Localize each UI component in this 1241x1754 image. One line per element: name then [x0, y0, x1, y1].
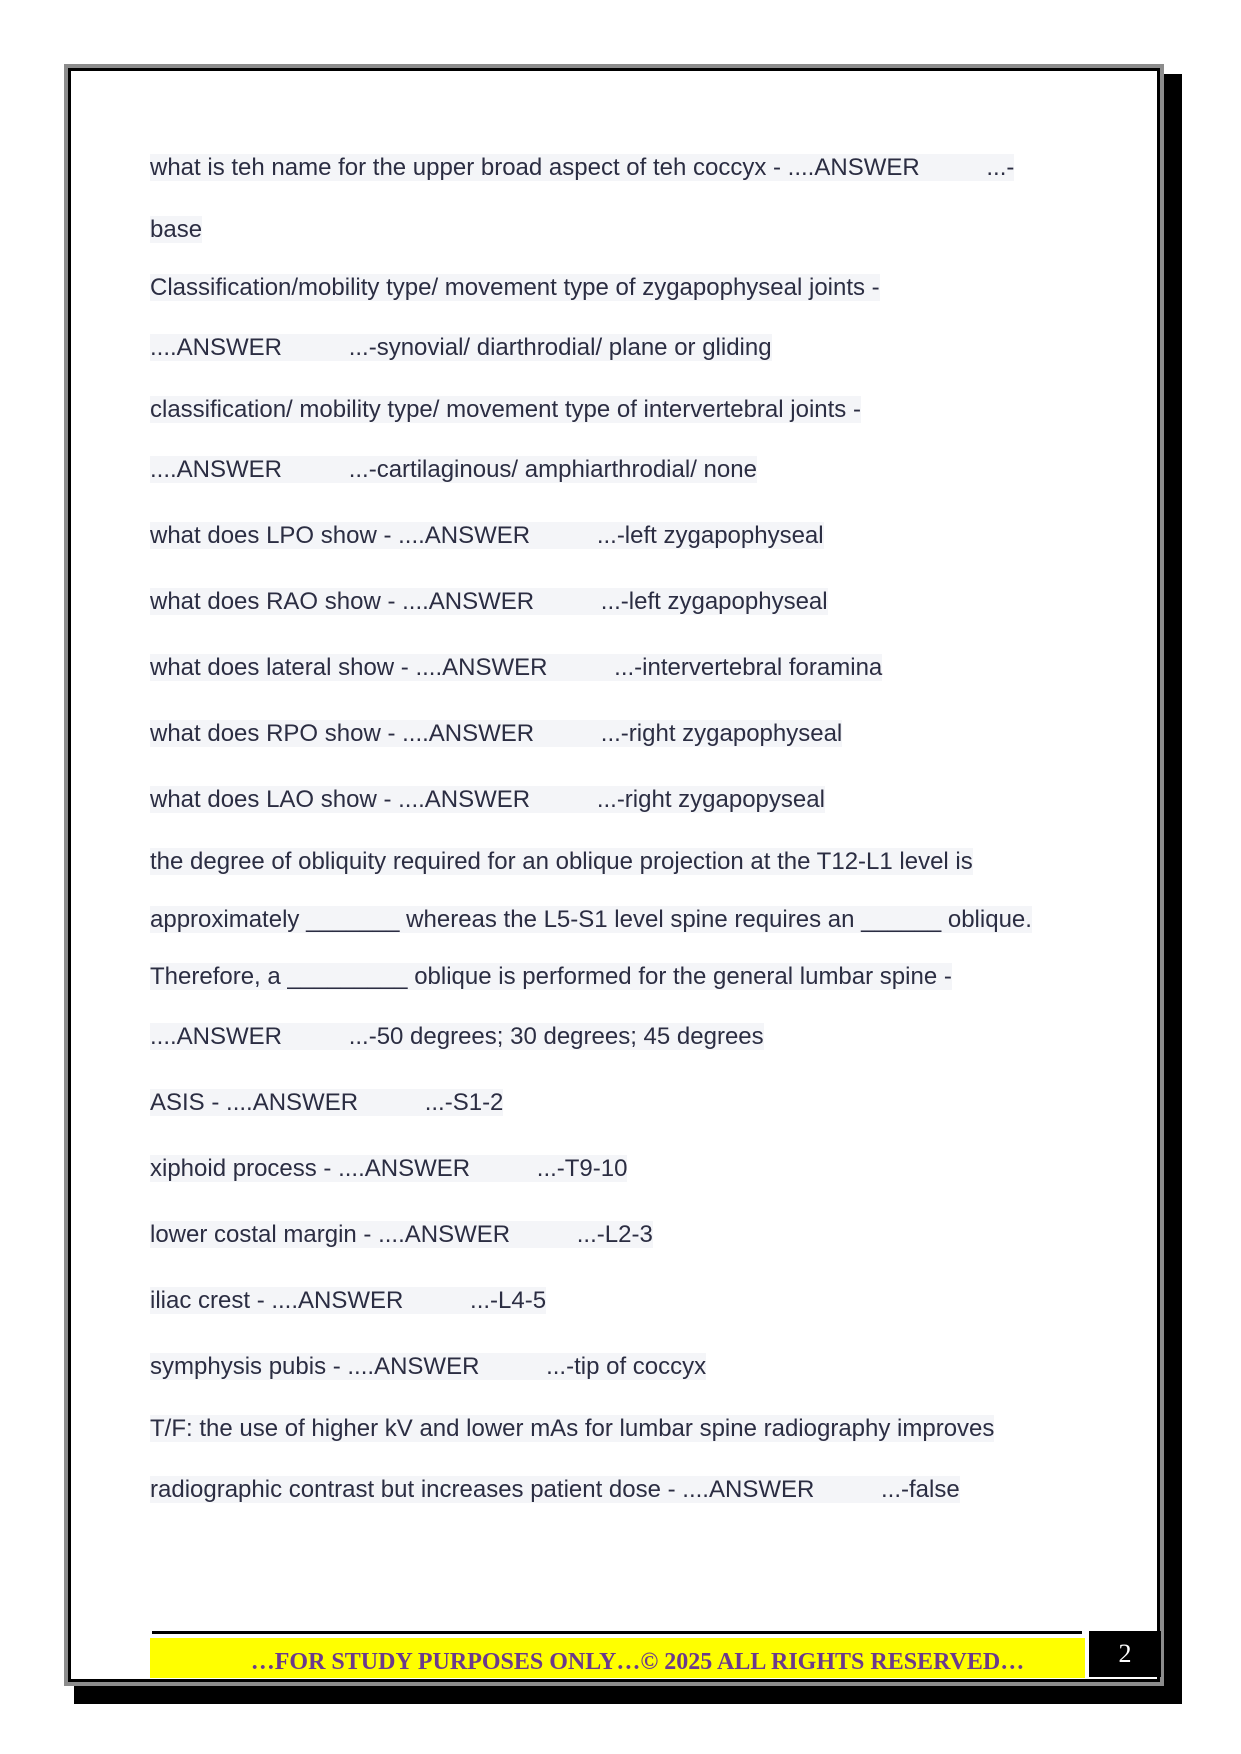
footer-rule [152, 1631, 1082, 1634]
text-line: xiphoid process - ....ANSWER ...-T9-10 [150, 1155, 628, 1182]
footer-banner [150, 1638, 1085, 1678]
text-line: what does LPO show - ....ANSWER ...-left zygapophyseal [150, 522, 824, 549]
page-number-box [1089, 1631, 1161, 1677]
text-line: ASIS - ....ANSWER ...-S1-2 [150, 1089, 504, 1116]
text-line: the degree of obliquity required for an oblique projection at the T12-L1 level is [150, 848, 973, 875]
footer-text: …FOR STUDY PURPOSES ONLY…© 2025 ALL RIGHTS RESERVED… [250, 1648, 1025, 1675]
text-line: T/F: the use of higher kV and lower mAs for lumbar spine radiography improves [150, 1415, 995, 1442]
text-line: iliac crest - ....ANSWER ...-L4-5 [150, 1287, 547, 1314]
text-line: what is teh name for the upper broad aspect of teh coccyx - ....ANSWER ...- [150, 154, 1015, 181]
text-line: approximately _______ whereas the L5-S1 level spine requires an ______ oblique. [150, 906, 1032, 933]
text-line: radiographic contrast but increases patient dose - ....ANSWER ...-false [150, 1476, 960, 1503]
text-line: lower costal margin - ....ANSWER ...-L2-3 [150, 1221, 653, 1248]
text-line: what does RAO show - ....ANSWER ...-left zygapophyseal [150, 588, 828, 615]
text-line: symphysis pubis - ....ANSWER ...-tip of coccyx [150, 1353, 707, 1380]
text-line: what does RPO show - ....ANSWER ...-right zygapophyseal [150, 720, 843, 747]
text-line: ....ANSWER ...-cartilaginous/ amphiarthrodial/ none [150, 456, 757, 483]
text-line: classification/ mobility type/ movement type of intervertebral joints - [150, 396, 861, 423]
text-line: base [150, 216, 203, 243]
text-line: Therefore, a _________ oblique is performed for the general lumbar spine - [150, 963, 952, 990]
text-line: what does LAO show - ....ANSWER ...-right zygapopyseal [150, 786, 825, 813]
page-number: 2 [1118, 1639, 1132, 1668]
text-line: Classification/mobility type/ movement type of zygapophyseal joints - [150, 274, 880, 301]
text-line: ....ANSWER ...-synovial/ diarthrodial/ plane or gliding [150, 334, 772, 361]
text-line: what does lateral show - ....ANSWER ...-intervertebral foramina [150, 654, 883, 681]
text-line: ....ANSWER ...-50 degrees; 30 degrees; 45 degrees [150, 1023, 764, 1050]
